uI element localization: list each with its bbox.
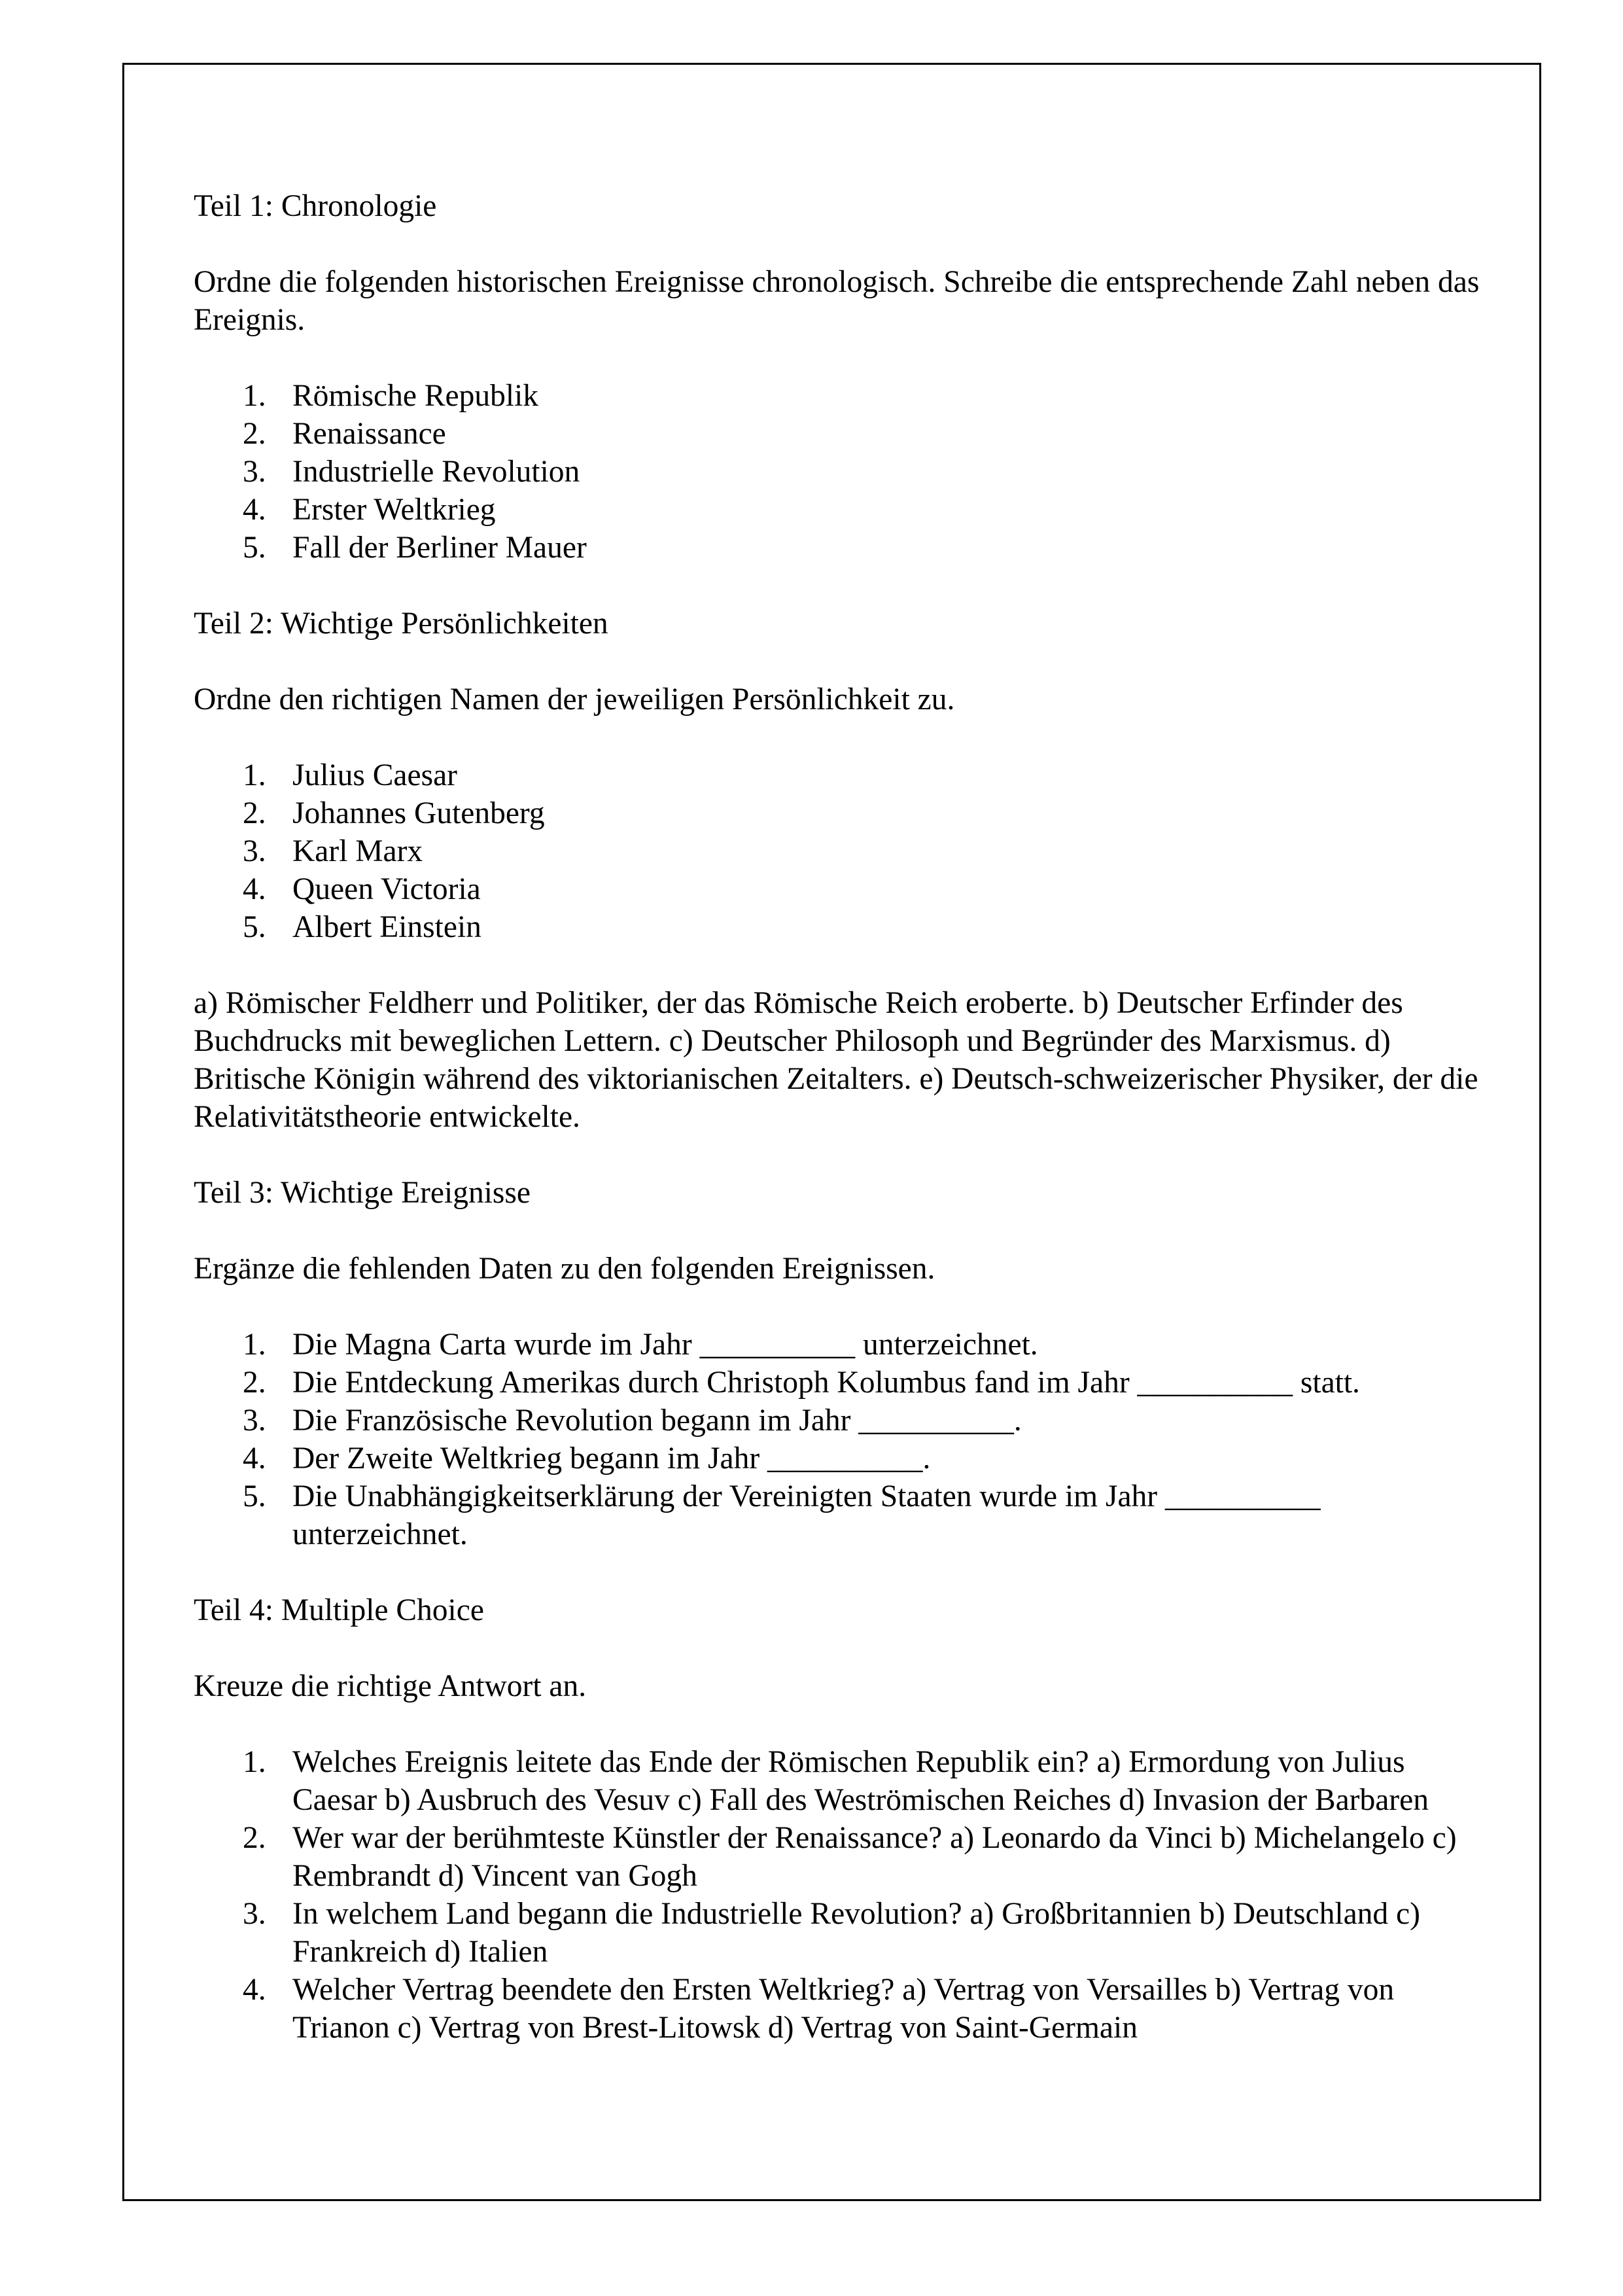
list-item-text: Erster Weltkrieg [292, 493, 496, 527]
part1-list [194, 377, 1482, 567]
list-item-text: Die Entdeckung Amerikas durch Christoph Kolumbus fand im Jahr __________ statt. [292, 1366, 1360, 1400]
part1-heading: Teil 1: Chronologie [194, 189, 437, 223]
list-number: 3. [243, 1897, 266, 1931]
part4-heading: Teil 4: Multiple Choice [194, 1593, 484, 1627]
list-item [194, 908, 1482, 946]
list-item-text: Julius Caesar [292, 758, 457, 792]
list-item [194, 1743, 1482, 1819]
list-item [194, 1971, 1482, 2047]
list-item [194, 415, 1482, 453]
part2-descriptions: a) Römischer Feldherr und Politiker, der das Römische Reich eroberte. b) Deutscher Erfinder des Buchdrucks mit beweglichen Lettern. c) Deutscher Philosoph und Begründer des Marxismus. d) Britische Königin während des viktorianischen Zeitalters. e) Deutsch-schweizerischer Physiker, der die Relativitätstheorie entwickelte. [194, 986, 1478, 1134]
list-number: 1. [243, 379, 266, 413]
list-item-text: Der Zweite Weltkrieg begann im Jahr __________. [292, 1441, 931, 1475]
list-item-text: Welches Ereignis leitete das Ende der Römischen Republik ein? a) Ermordung von Julius Caesar b) Ausbruch des Vesuv c) Fall des Weströmischen Reiches d) Invasion der Barbaren [292, 1745, 1429, 1817]
part2-list [194, 756, 1482, 946]
list-item-text: Die Französische Revolution begann im Jahr __________. [292, 1404, 1022, 1438]
list-number: 2. [243, 417, 266, 451]
list-item [194, 491, 1482, 529]
list-number: 2. [243, 1821, 266, 1855]
part2-heading: Teil 2: Wichtige Persönlichkeiten [194, 607, 608, 641]
list-number: 3. [243, 834, 266, 868]
list-item [194, 453, 1482, 491]
list-item [194, 756, 1482, 794]
list-number: 2. [243, 796, 266, 830]
part1-instruction: Ordne die folgenden historischen Ereignisse chronologisch. Schreibe die entsprechende Zahl neben das Ereignis. [194, 265, 1480, 337]
list-item-text: Wer war der berühmteste Künstler der Renaissance? a) Leonardo da Vinci b) Michelangelo c) Rembrandt d) Vincent van Gogh [292, 1821, 1457, 1893]
list-number: 3. [243, 1404, 266, 1438]
list-number: 5. [243, 910, 266, 944]
list-number: 4. [243, 872, 266, 906]
part2-instruction: Ordne den richtigen Namen der jeweiligen Persönlichkeit zu. [194, 682, 955, 716]
list-item-text: Römische Republik [292, 379, 539, 413]
part3-list [194, 1326, 1482, 1553]
part4-instruction: Kreuze die richtige Antwort an. [194, 1669, 587, 1703]
list-number: 4. [243, 1973, 266, 2007]
list-item-text: Die Magna Carta wurde im Jahr __________ unterzeichnet. [292, 1328, 1038, 1362]
part3-instruction: Ergänze die fehlenden Daten zu den folgenden Ereignissen. [194, 1252, 935, 1286]
worksheet-content [194, 187, 1482, 2047]
list-item [194, 529, 1482, 567]
list-item [194, 832, 1482, 870]
list-item [194, 1819, 1482, 1895]
list-item-text: In welchem Land begann die Industrielle Revolution? a) Großbritannien b) Deutschland c) Frankreich d) Italien [292, 1897, 1420, 1969]
list-item [194, 1402, 1482, 1439]
list-number: 5. [243, 531, 266, 565]
list-item-text: Karl Marx [292, 834, 423, 868]
list-number: 5. [243, 1479, 266, 1513]
part4-list [194, 1743, 1482, 2047]
list-item-text: Industrielle Revolution [292, 455, 580, 489]
list-item [194, 1364, 1482, 1402]
list-item-text: Fall der Berliner Mauer [292, 531, 587, 565]
list-number: 4. [243, 1441, 266, 1475]
list-number: 3. [243, 455, 266, 489]
list-item [194, 1326, 1482, 1364]
list-number: 1. [243, 1328, 266, 1362]
list-number: 4. [243, 493, 266, 527]
list-item-text: Welcher Vertrag beendete den Ersten Weltkrieg? a) Vertrag von Versailles b) Vertrag von Trianon c) Vertrag von Brest-Litowsk d) Vertrag von Saint-Germain [292, 1973, 1395, 2045]
list-item [194, 377, 1482, 415]
list-item [194, 1477, 1482, 1553]
list-number: 2. [243, 1366, 266, 1400]
list-item [194, 1895, 1482, 1971]
list-item [194, 1439, 1482, 1477]
list-number: 1. [243, 758, 266, 792]
part3-heading: Teil 3: Wichtige Ereignisse [194, 1176, 531, 1210]
list-item [194, 870, 1482, 908]
list-item-text: Albert Einstein [292, 910, 481, 944]
list-number: 1. [243, 1745, 266, 1779]
list-item-text: Johannes Gutenberg [292, 796, 545, 830]
list-item [194, 794, 1482, 832]
list-item-text: Die Unabhängigkeitserklärung der Vereinigten Staaten wurde im Jahr __________ unterzeichnet. [292, 1479, 1321, 1551]
list-item-text: Renaissance [292, 417, 446, 451]
list-item-text: Queen Victoria [292, 872, 481, 906]
